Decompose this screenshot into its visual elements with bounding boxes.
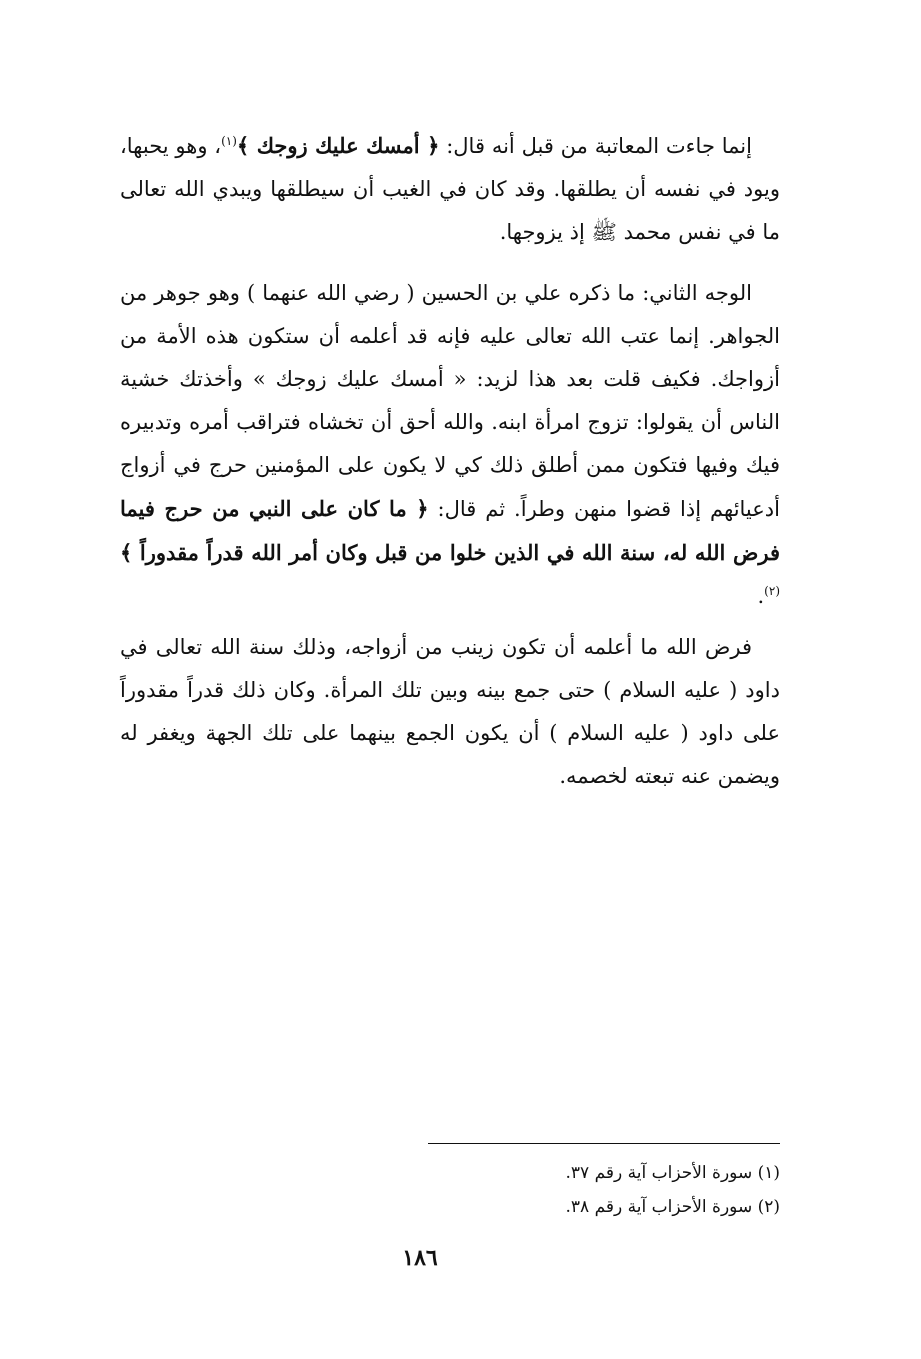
- page-number: ١٨٦: [402, 1245, 438, 1271]
- paragraph-1-text-b: ، وهو يحبها، ويود في نفسه أن يطلقها. وقد كان في الغيب أن سيطلقها ويبدي الله تعالى ما في نفس محمد ﷺ إذ يزوجها.: [120, 134, 780, 244]
- paragraph-3-text: فرض الله ما أعلمه أن تكون زينب من أزواجه، وذلك سنة الله تعالى في داود ( عليه السلام ) حتى جمع بينه وبين تلك المرأة. وكان ذلك قدراً مقدوراً على داود ( عليه السلام ) أن يكون الجمع بينهما على تلك الجهة ويغفر له ويضمن عنه تبعته لخصمه.: [120, 635, 780, 788]
- footnotes: [420, 1156, 780, 1224]
- paragraph-2: [120, 272, 780, 618]
- footnote-2: (٢) سورة الأحزاب آية رقم ٣٨.: [565, 1197, 780, 1217]
- quran-quote-1: ﴿ أمسك عليك زوجك ﴾: [236, 133, 440, 158]
- footnote-1: (١) سورة الأحزاب آية رقم ٣٧.: [565, 1163, 780, 1183]
- footnote-ref-2: (٢): [764, 584, 780, 598]
- paragraph-3: [120, 626, 780, 798]
- paragraph-1-text-a: إنما جاءت المعاتبة من قبل أنه قال:: [439, 134, 752, 158]
- footnote-divider: [428, 1143, 780, 1144]
- quran-quote-2: ﴿ ما كان على النبي من حرج فيما فرض الله له، سنة الله في الذين خلوا من قبل وكان أمر الله قدراً مقدوراً ﴾: [120, 496, 780, 565]
- paragraph-2-text-a: الوجه الثاني: ما ذكره علي بن الحسين ( رضي الله عنهما ) وهو جوهر من الجواهر. إنما عتب الله تعالى عليه فإنه قد أعلمه أن ستكون هذه الأمة من أزواجك. فكيف قلت بعد هذا لزيد: « أمسك عليك زوجك » وأخذتك خشية الناس أن يقولوا: تزوج امرأة ابنه. والله أحق أن تخشاه فتراقب أمره وتدبيره فيك وفيها فتكون ممن أطلق ذلك كي لا يكون على المؤمنين حرج في أزواج أدعيائهم إذا قضوا منهن وطراً. ثم قال:: [120, 281, 780, 521]
- paragraph-2-text-b: .: [757, 584, 765, 608]
- footnote-ref-1: (١): [221, 134, 237, 148]
- paragraph-1: [120, 124, 780, 254]
